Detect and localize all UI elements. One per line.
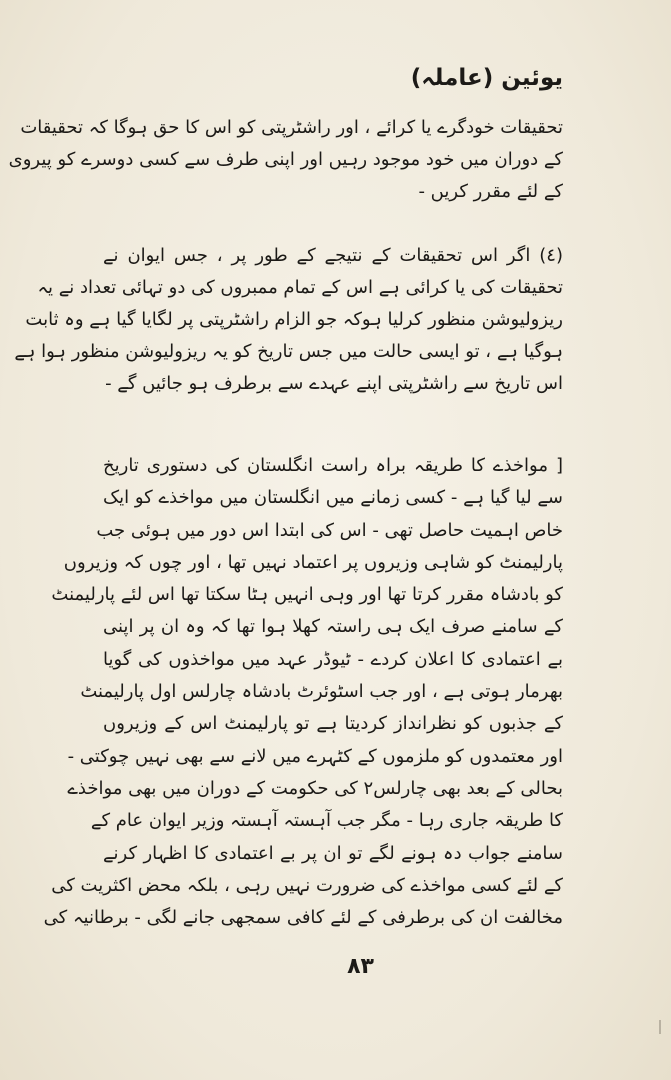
text-line: کے دوران میں خود موجود رہیں اور اپنی طرف سے کسی دوسرے کو پیروی: [8, 149, 563, 170]
scan-edge-mark: [659, 1020, 661, 1034]
paragraph-2: [14, 240, 563, 400]
text-line: ریزولیوشن منظور کرلیا ہوکہ جو الزام راشٹرپتی پر لگایا گیا ہے وہ ثابت: [25, 309, 563, 330]
text-line: بحالی کے بعد بھی چارلس٢ کی حکومت کے دوران میں بھی مواخذے: [67, 777, 563, 799]
text-line: کے سامنے صرف ایک ہی راستہ کھلا ہوا تھا کہ وہ ان پر اپنی: [103, 616, 563, 638]
text-line: (٤) اگر اس تحقیقات کے نتیجے کے طور پر ، جس ایوان نے: [103, 245, 563, 266]
text-line: ہوگیا ہے ، تو ایسی حالت میں جس تاریخ کو یہ ریزولیوشن منظور ہوا ہے: [14, 341, 563, 362]
text-line: کے لئے مقرر کریں -: [418, 181, 563, 202]
text-line: خاص اہمیت حاصل تھی - اس کی ابتدا اس دور میں ہوئی جب: [96, 519, 563, 541]
text-line: تحقیقات کی یا کرائی ہے اس کے تمام ممبروں کی دو تہائی تعداد نے یہ: [37, 277, 563, 298]
paragraph-3: [43, 450, 563, 934]
text-line: کے لئے کسی مواخذے کی ضرورت نہیں رہی ، بلکہ محض اکثریت کی: [51, 874, 563, 896]
text-line: بے اعتمادی کا اعلان کردے - ٹیوڈر عہد میں مواخذوں کی گویا: [103, 648, 563, 670]
text-line: کا طریقہ جاری رہا - مگر جب آہستہ آہستہ وزیر ایوان عام کے: [90, 810, 563, 832]
text-line: کو بادشاہ مقرر کرتا تھا اور وہی انہیں ہٹا سکتا تھا اس لئے پارلیمنٹ: [51, 584, 563, 606]
text-line: سے لیا گیا ہے - کسی زمانے میں انگلستان میں مواخذے کو ایک: [103, 487, 563, 509]
page-number: ٨٣: [347, 954, 374, 979]
text-line: کے جذبوں کو نظرانداز کردیتا ہے تو پارلیمنٹ اس کے وزیروں: [103, 713, 563, 735]
paragraph-1: [8, 112, 563, 208]
text-line: بھرمار ہوتی ہے ، اور جب اسٹوئرٹ بادشاہ چارلس اول پارلیمنٹ: [80, 681, 563, 703]
text-line: اور معتمدوں کو ملزموں کے کٹہرے میں لانے سے بھی نہیں چوکتی -: [67, 745, 563, 767]
text-line: سامنے جواب دہ ہونے لگے تو ان پر بے اعتمادی کا اظہار کرنے: [103, 842, 563, 864]
text-line: پارلیمنٹ کو شاہی وزیروں پر اعتماد نہیں تھا ، اور چوں کہ وزیروں: [63, 551, 563, 573]
running-header: یوئین (عاملہ): [410, 65, 563, 91]
text-line: [ مواخذے کا طریقہ براہ راست انگلستان کی دستوری تاریخ: [103, 455, 563, 476]
text-line: اس تاریخ سے راشٹرپتی اپنے عہدے سے برطرف ہو جائیں گے -: [105, 373, 563, 394]
text-line: تحقیقات خودگرے یا کرائے ، اور راشٹرپتی کو اس کا حق ہوگا کہ تحقیقات: [20, 117, 563, 138]
text-line: مخالفت ان کی برطرفی کے لئے کافی سمجھی جانے لگی - برطانیہ کی: [43, 907, 563, 929]
